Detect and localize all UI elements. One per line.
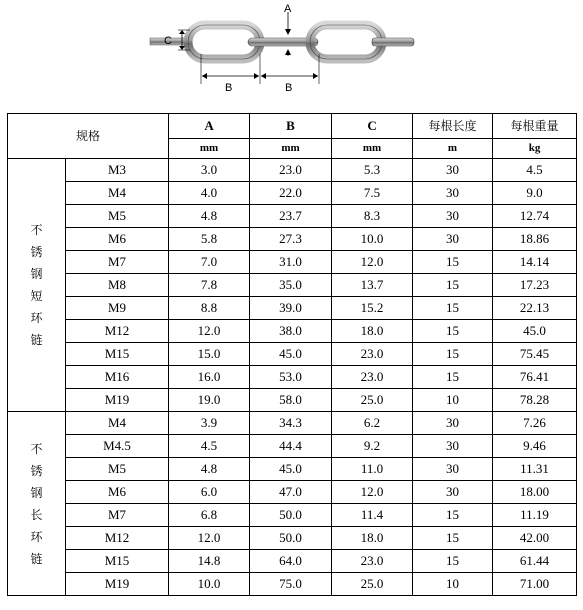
table-row (8, 550, 577, 573)
cell-a: 3.0 (169, 159, 250, 182)
cell-model: M7 (66, 504, 169, 527)
header-col-a: A (169, 114, 250, 139)
cell-b: 27.3 (250, 228, 332, 251)
cell-length: 15 (413, 366, 493, 389)
cell-b: 23.7 (250, 205, 332, 228)
unit-a: mm (169, 139, 250, 159)
cell-c: 5.3 (332, 159, 413, 182)
cell-model: M5 (66, 458, 169, 481)
cell-length: 15 (413, 274, 493, 297)
chain-diagram (0, 0, 583, 112)
cell-a: 4.8 (169, 458, 250, 481)
cell-c: 9.2 (332, 435, 413, 458)
group-label-char: 钢 (30, 267, 43, 281)
cell-b: 47.0 (250, 481, 332, 504)
header-spec: 规格 (8, 114, 169, 159)
dimension-c-label: C (164, 35, 172, 47)
cell-weight: 7.26 (493, 412, 577, 435)
cell-length: 15 (413, 320, 493, 343)
chain-tail-right (372, 38, 414, 46)
cell-a: 4.0 (169, 182, 250, 205)
cell-b: 35.0 (250, 274, 332, 297)
cell-b: 39.0 (250, 297, 332, 320)
cell-model: M19 (66, 389, 169, 412)
header-col-weight: 每根重量 (493, 114, 577, 139)
header-col-b: B (250, 114, 332, 139)
cell-model: M19 (66, 573, 169, 596)
cell-length: 15 (413, 251, 493, 274)
cell-a: 4.5 (169, 435, 250, 458)
cell-length: 30 (413, 182, 493, 205)
cell-a: 5.8 (169, 228, 250, 251)
cell-a: 14.8 (169, 550, 250, 573)
cell-length: 30 (413, 458, 493, 481)
group-label-char: 锈 (30, 463, 43, 478)
table-row (8, 527, 577, 550)
table-row (8, 481, 577, 504)
table-row (8, 320, 577, 343)
table-row (8, 251, 577, 274)
group-label-char: 钢 (30, 485, 43, 500)
table-row (8, 205, 577, 228)
cell-c: 25.0 (332, 389, 413, 412)
cell-a: 3.9 (169, 412, 250, 435)
chain-link-right (310, 25, 382, 59)
table-row (8, 435, 577, 458)
cell-c: 13.7 (332, 274, 413, 297)
cell-weight: 22.13 (493, 297, 577, 320)
table-body (8, 159, 577, 596)
table-row (8, 504, 577, 527)
table-row (8, 573, 577, 596)
cell-weight: 9.46 (493, 435, 577, 458)
cell-c: 6.2 (332, 412, 413, 435)
cell-weight: 4.5 (493, 159, 577, 182)
cell-b: 22.0 (250, 182, 332, 205)
spec-table (7, 113, 577, 596)
cell-b: 44.4 (250, 435, 332, 458)
cell-c: 10.0 (332, 228, 413, 251)
cell-length: 30 (413, 159, 493, 182)
cell-model: M4 (66, 182, 169, 205)
table-row (8, 159, 577, 182)
cell-b: 58.0 (250, 389, 332, 412)
cell-weight: 76.41 (493, 366, 577, 389)
cell-c: 23.0 (332, 366, 413, 389)
cell-a: 8.8 (169, 297, 250, 320)
cell-a: 16.0 (169, 366, 250, 389)
cell-model: M3 (66, 159, 169, 182)
header-row (8, 114, 577, 139)
cell-c: 18.0 (332, 527, 413, 550)
cell-model: M7 (66, 251, 169, 274)
table-row (8, 412, 577, 435)
cell-model: M12 (66, 320, 169, 343)
cell-a: 15.0 (169, 343, 250, 366)
cell-length: 15 (413, 550, 493, 573)
cell-weight: 18.00 (493, 481, 577, 504)
cell-b: 53.0 (250, 366, 332, 389)
cell-a: 7.8 (169, 274, 250, 297)
unit-weight: kg (493, 139, 577, 159)
cell-weight: 45.0 (493, 320, 577, 343)
unit-b: mm (250, 139, 332, 159)
cell-c: 11.0 (332, 458, 413, 481)
table-row (8, 389, 577, 412)
table-row (8, 182, 577, 205)
group-label-char: 环 (30, 529, 43, 544)
table-row (8, 274, 577, 297)
cell-length: 30 (413, 205, 493, 228)
cell-c: 8.3 (332, 205, 413, 228)
cell-b: 50.0 (250, 527, 332, 550)
cell-weight: 75.45 (493, 343, 577, 366)
cell-a: 6.0 (169, 481, 250, 504)
cell-weight: 14.14 (493, 251, 577, 274)
cell-c: 7.5 (332, 182, 413, 205)
cell-model: M15 (66, 550, 169, 573)
cell-model: M4.5 (66, 435, 169, 458)
cell-c: 18.0 (332, 320, 413, 343)
cell-b: 34.3 (250, 412, 332, 435)
cell-length: 30 (413, 435, 493, 458)
cell-b: 31.0 (250, 251, 332, 274)
cell-b: 45.0 (250, 458, 332, 481)
cell-weight: 17.23 (493, 274, 577, 297)
cell-a: 10.0 (169, 573, 250, 596)
group-label-char: 链 (30, 333, 43, 347)
table-row (8, 297, 577, 320)
dimension-a-label: A (284, 3, 292, 15)
group-label-char: 长 (30, 507, 43, 522)
cell-a: 7.0 (169, 251, 250, 274)
table-row (8, 343, 577, 366)
cell-c: 23.0 (332, 343, 413, 366)
cell-model: M9 (66, 297, 169, 320)
group-label-char: 环 (30, 311, 43, 325)
cell-c: 15.2 (332, 297, 413, 320)
cell-model: M8 (66, 274, 169, 297)
cell-weight: 42.00 (493, 527, 577, 550)
cell-b: 64.0 (250, 550, 332, 573)
cell-length: 15 (413, 343, 493, 366)
cell-length: 30 (413, 412, 493, 435)
cell-length: 30 (413, 228, 493, 251)
cell-model: M6 (66, 228, 169, 251)
cell-length: 30 (413, 481, 493, 504)
header-col-length: 每根长度 (413, 114, 493, 139)
cell-a: 6.8 (169, 504, 250, 527)
cell-b: 23.0 (250, 159, 332, 182)
unit-length: m (413, 139, 493, 159)
table-row (8, 458, 577, 481)
group-label-char: 短 (30, 289, 43, 303)
cell-c: 12.0 (332, 251, 413, 274)
cell-length: 10 (413, 573, 493, 596)
cell-c: 23.0 (332, 550, 413, 573)
group-label-char: 锈 (30, 245, 43, 259)
cell-weight: 11.19 (493, 504, 577, 527)
cell-c: 25.0 (332, 573, 413, 596)
cell-length: 15 (413, 504, 493, 527)
dimension-b-label-2: B (285, 82, 293, 94)
cell-b: 75.0 (250, 573, 332, 596)
cell-c: 11.4 (332, 504, 413, 527)
cell-model: M16 (66, 366, 169, 389)
group-label-long-link (8, 412, 66, 596)
cell-model: M15 (66, 343, 169, 366)
group-label-char: 不 (30, 223, 43, 237)
cell-weight: 11.31 (493, 458, 577, 481)
cell-length: 10 (413, 389, 493, 412)
cell-b: 45.0 (250, 343, 332, 366)
cell-weight: 78.28 (493, 389, 577, 412)
cell-model: M12 (66, 527, 169, 550)
cell-weight: 18.86 (493, 228, 577, 251)
cell-b: 38.0 (250, 320, 332, 343)
header-col-c: C (332, 114, 413, 139)
cell-a: 12.0 (169, 527, 250, 550)
unit-c: mm (332, 139, 413, 159)
cell-a: 19.0 (169, 389, 250, 412)
cell-a: 12.0 (169, 320, 250, 343)
cell-model: M4 (66, 412, 169, 435)
cell-length: 15 (413, 297, 493, 320)
dimension-b-label-1: B (225, 82, 233, 94)
group-label-char: 不 (30, 441, 43, 456)
cell-model: M6 (66, 481, 169, 504)
cell-weight: 9.0 (493, 182, 577, 205)
group-label-short-link (8, 159, 66, 412)
cell-weight: 61.44 (493, 550, 577, 573)
cell-c: 12.0 (332, 481, 413, 504)
cell-weight: 12.74 (493, 205, 577, 228)
table-row (8, 366, 577, 389)
cell-length: 15 (413, 527, 493, 550)
chain-link-illustration (0, 0, 583, 112)
cell-b: 50.0 (250, 504, 332, 527)
cell-model: M5 (66, 205, 169, 228)
group-label-char: 链 (30, 551, 43, 566)
table-row (8, 228, 577, 251)
cell-a: 4.8 (169, 205, 250, 228)
cell-weight: 71.00 (493, 573, 577, 596)
